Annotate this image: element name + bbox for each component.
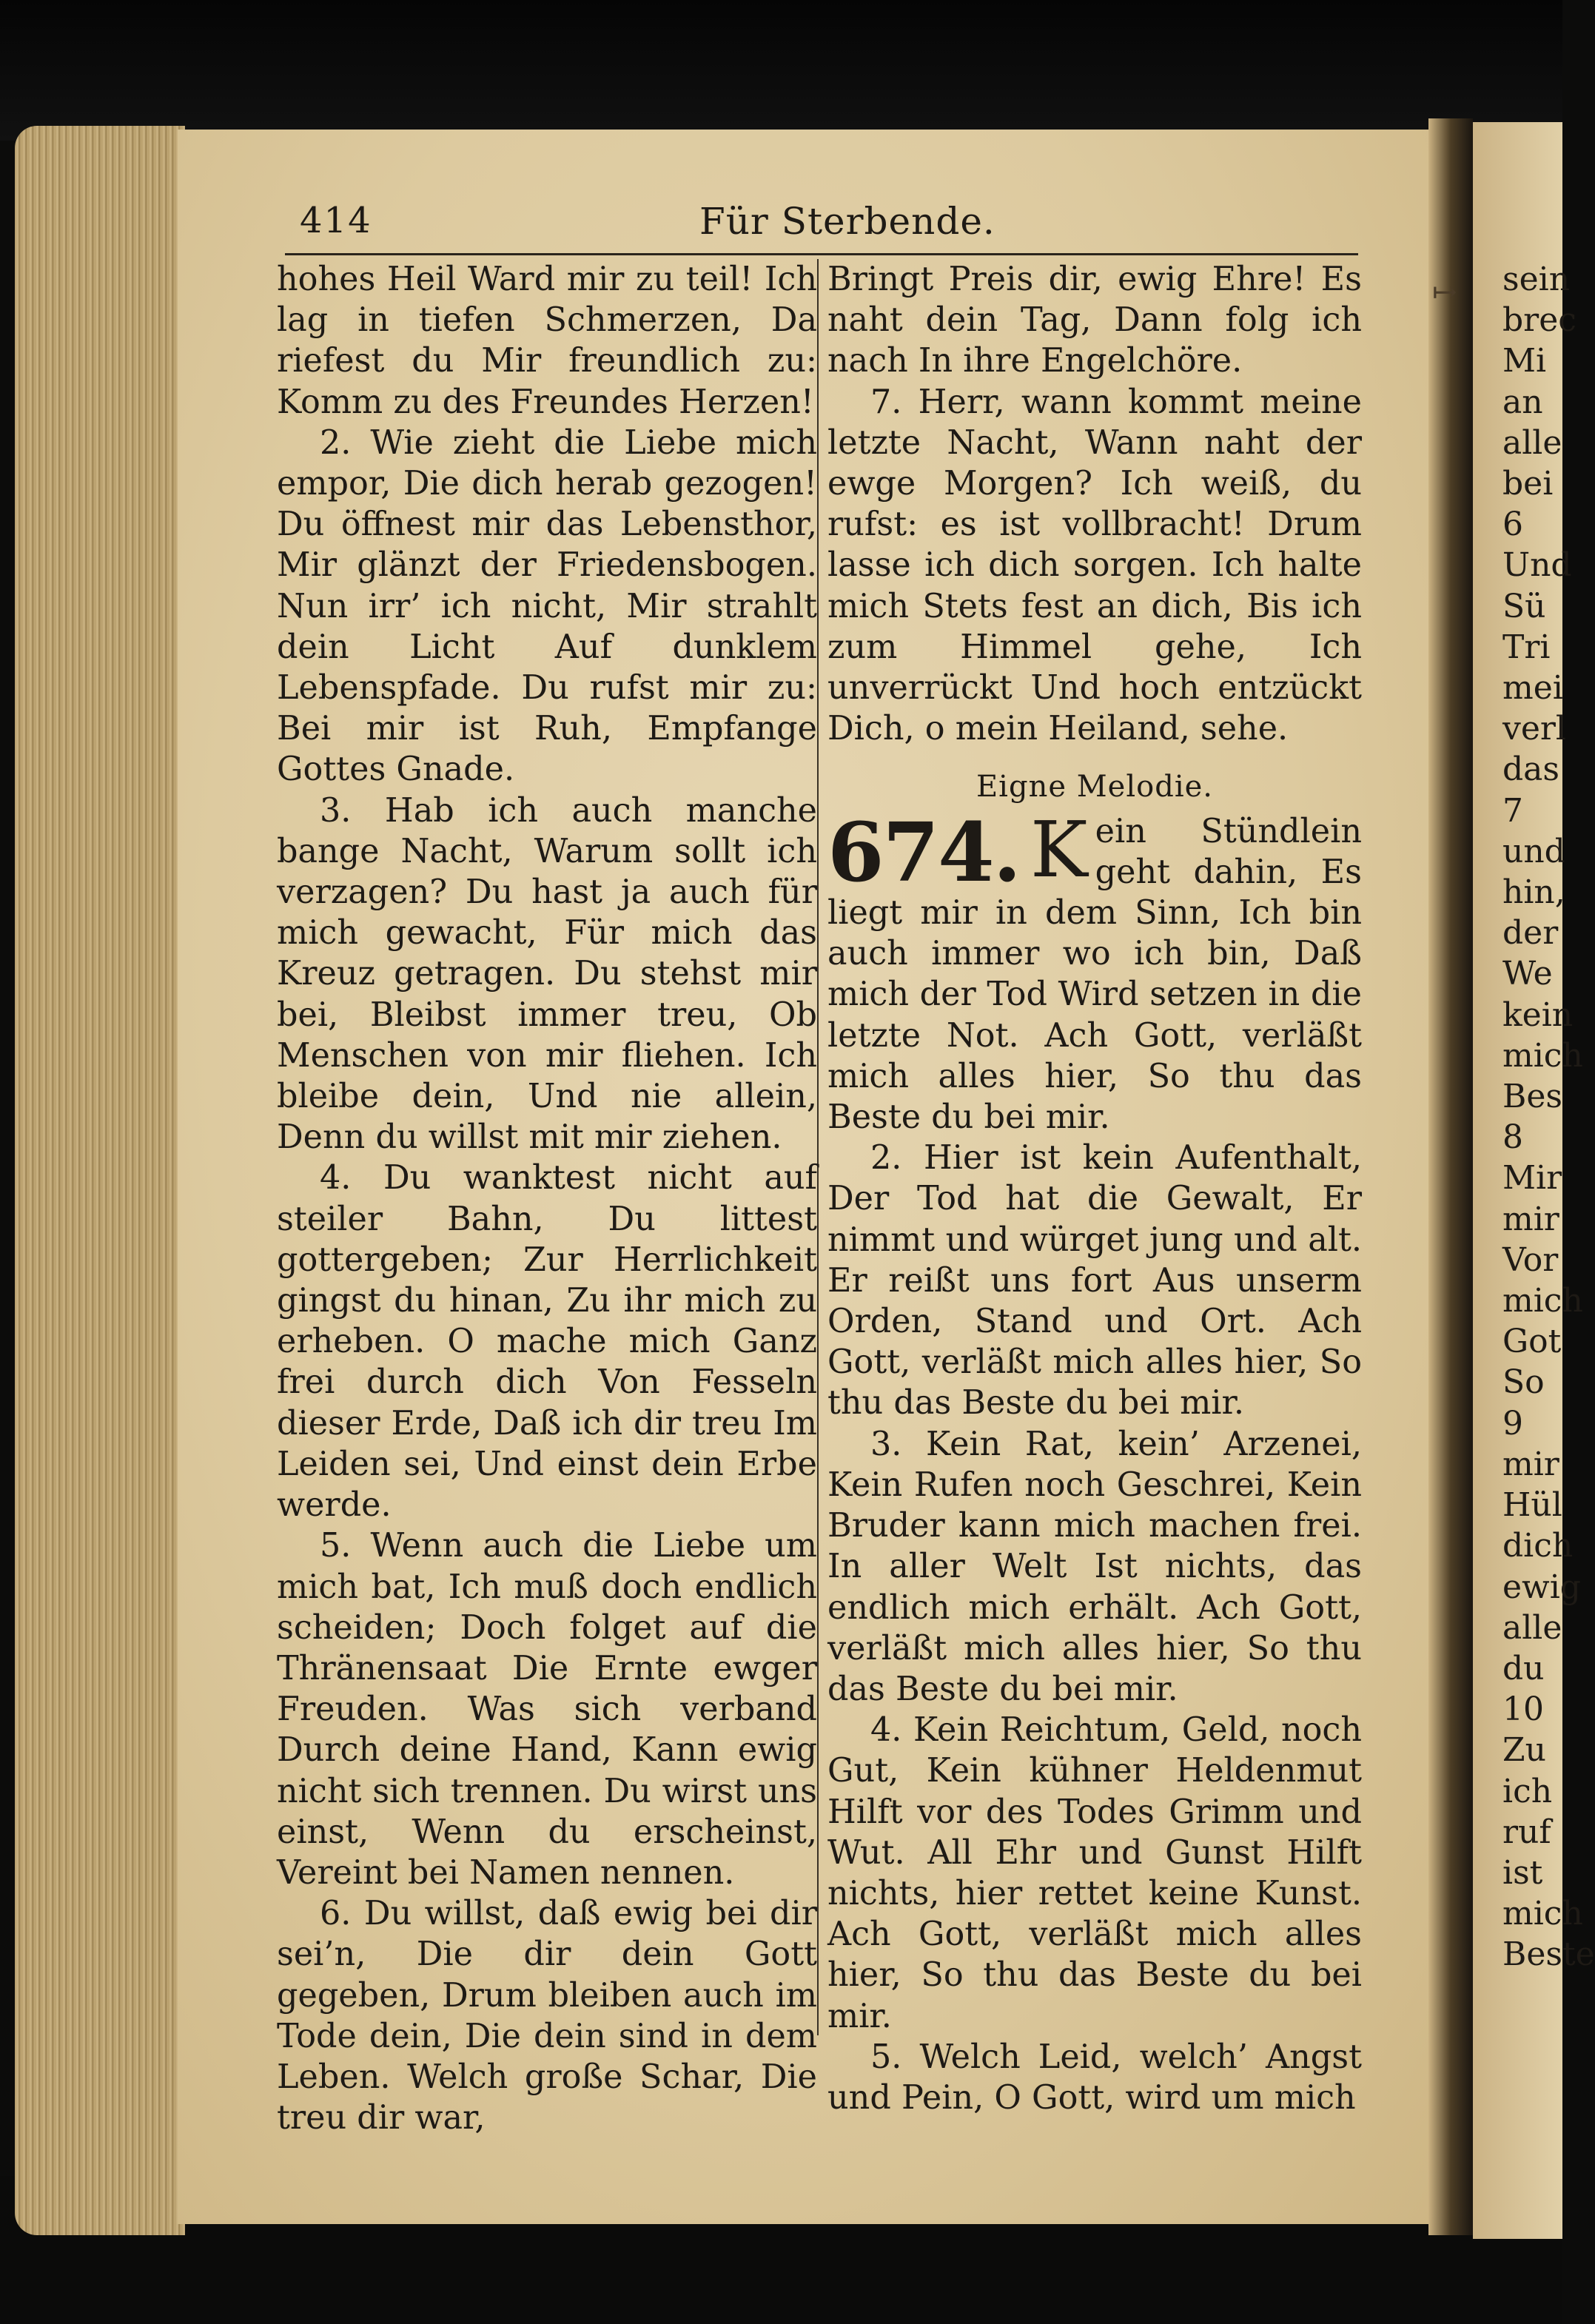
hymn-first-text: ein Stündlein geht dahin, Es liegt mir in dem Sinn, Ich bin auch immer wo ich bin, Daß mich der Tod Wird setzen in die letzte Not. Ach Gott, verläßt mich alles hier, So thu das Beste du bei mir. [827, 812, 1362, 1137]
edge-fragment: alle [1502, 423, 1562, 462]
right-column-bottom [827, 1138, 1362, 2118]
edge-fragment: mich [1502, 1895, 1583, 1933]
edge-fragment: ich [1502, 1772, 1553, 1810]
left-verse-1: hohes Heil Ward mir zu teil! Ich lag in tiefen Schmerzen, Da riefest du Mir freundlich zu: Komm zu des Freundes Herzen! [277, 261, 817, 421]
edge-fragment: Hül [1502, 1486, 1562, 1525]
edge-fragment: ist [1502, 1853, 1543, 1892]
page-header [285, 194, 1358, 255]
edge-fragment: an [1502, 383, 1543, 421]
left-verse-5: 5. Wenn auch die Liebe um mich bat, Ich muß doch endlich scheiden; Doch folget auf die Thränensaat Die Ernte ewger Freuden. Was sich verband Durch deine Hand, Kann ewig nicht sich trennen. Du wirst uns einst, Wenn du erscheinst, Vereint bei Namen nennen. [277, 1527, 817, 1892]
right-top-verse-2: 7. Herr, wann kommt meine letzte Nacht, Wann naht der ewge Morgen? Ich weiß, du rufst: es ist vollbracht! Drum lasse ich dich sorgen. Ich halte mich Stets fest an dich, Bis ich zum Himmel gehe, Ich unverrückt Und hoch entzückt Dich, o mein Heiland, sehe. [827, 383, 1362, 748]
edge-fragment: du [1502, 1649, 1545, 1687]
book-gutter [1428, 118, 1473, 2235]
edge-fragment: und [1502, 832, 1565, 870]
edge-fragment: So [1502, 1363, 1545, 1402]
edge-fragment: mei [1502, 669, 1563, 708]
column-divider [817, 259, 819, 2035]
left-column [277, 259, 817, 2138]
edge-fragment: Bes [1502, 1078, 1562, 1116]
edge-fragment: sein [1502, 261, 1571, 298]
edge-fragment: Und [1502, 546, 1572, 585]
edge-fragment: Zu [1502, 1731, 1546, 1770]
edge-fragment: mich [1502, 1036, 1583, 1075]
hymn-674-first-verse [827, 804, 1362, 1138]
edge-fragment: mir [1502, 1445, 1559, 1483]
edge-fragment: kein [1502, 995, 1574, 1034]
edge-fragment: ruf [1502, 1813, 1551, 1851]
right-column [827, 259, 1362, 2118]
right-bottom-verse-2: 3. Kein Rat, kein’ Arzenei, Kein Rufen noch Geschrei, Kein Bruder kann mich machen frei. In aller Welt Ist nichts, das endlich mich erhält. Ach Gott, verläßt mich alles hier, So thu das Beste du bei mir. [827, 1425, 1362, 1708]
edge-fragment: Mi [1502, 342, 1547, 380]
edge-fragment: 6 [1502, 506, 1523, 544]
edge-fragment: 8 [1502, 1118, 1523, 1157]
right-column-top [827, 259, 1362, 749]
edge-fragment: Got [1502, 1323, 1562, 1361]
melody-indication: Eigne Melodie. [976, 770, 1214, 805]
next-page-edge-text [1502, 259, 1595, 2109]
edge-fragment: mich [1502, 1282, 1583, 1320]
edge-fragment: 10 [1502, 1690, 1544, 1729]
right-top-verse-1: Bringt Preis dir, ewig Ehre! Es naht dein Tag, Dann folg ich nach In ihre Engelchöre. [827, 261, 1362, 380]
edge-fragment: brec [1502, 301, 1576, 340]
left-verse-4: 4. Du wanktest nicht auf steiler Bahn, Du littest gottergeben; Zur Herrlichkeit gingst du hinan, Zu ihr mich zu erheben. O mache mich Ganz frei durch dich Von Fesseln dieser Erde, Daß ich dir treu Im Leiden sei, Und einst dein Erbe werde. [277, 1159, 817, 1525]
left-verse-2: 2. Wie zieht die Liebe mich empor, Die dich herab gezogen! Du öffnest mir das Lebensthor, Mir glänzt der Friedensbogen. Nun irr’ ich nicht, Mir strahlt dein Licht Auf dunklem Lebenspfade. Du rufst mir zu: Bei mir ist Ruh, Empfange Gottes Gnade. [277, 423, 817, 789]
running-head: Für Sterbende. [699, 200, 995, 243]
right-bottom-verse-1: 2. Hier ist kein Aufenthalt, Der Tod hat die Gewalt, Er nimmt und würget jung und alt. Er reißt uns fort Aus unserm Orden, Stand und Ort. Ach Gott, verläßt mich alles hier, So thu das Beste du bei mir. [827, 1139, 1362, 1423]
left-verse-3: 3. Hab ich auch manche bange Nacht, Warum sollt ich verzagen? Du hast ja auch für mich gewacht, Für mich das Kreuz getragen. Du stehst mir bei, Bleibst immer treu, Ob Menschen von mir fliehen. Ich bleibe dein, Und nie allein, Denn du willst mit mir ziehen. [277, 791, 817, 1157]
book-cover-top [0, 0, 1562, 141]
edge-fragment: dich [1502, 1527, 1574, 1565]
hymn-number: 674. [827, 804, 1020, 900]
edge-fragment: We [1502, 955, 1553, 993]
edge-fragment: ewig [1502, 1568, 1581, 1606]
edge-fragment: verl [1502, 710, 1567, 748]
edge-fragment: alle [1502, 1608, 1562, 1647]
edge-fragment: das [1502, 750, 1559, 789]
edge-fragment: hin, [1502, 873, 1565, 912]
page-stack-edge [15, 126, 185, 2235]
edge-fragment: der [1502, 914, 1559, 953]
margin-arrow-icon: ↦ [1432, 275, 1457, 309]
edge-fragment: Beste [1502, 1935, 1595, 1974]
edge-fragment: Tri [1502, 628, 1551, 666]
left-verse-6: 6. Du willst, daß ewig bei dir sei’n, Die dir dein Gott gegeben, Drum bleiben auch im Tode dein, Die dein sind in dem Leben. Welch große Schar, Die treu dir war, [277, 1895, 817, 2137]
edge-fragment: 9 [1502, 1404, 1523, 1443]
edge-fragment: mir [1502, 1200, 1559, 1238]
edge-fragment: 7 [1502, 791, 1523, 830]
edge-fragment: bei [1502, 465, 1554, 503]
right-bottom-verse-3: 4. Kein Reichtum, Geld, noch Gut, Kein kühner Heldenmut Hilft vor des Todes Grimm und Wut. All Ehr und Gunst Hilft nichts, hier rettet keine Kunst. Ach Gott, verläßt mich alles hier, So thu das Beste du bei mir. [827, 1711, 1362, 2035]
page-number: 414 [300, 200, 372, 241]
edge-fragment: Mir [1502, 1159, 1562, 1198]
edge-fragment: Sü [1502, 587, 1546, 625]
edge-fragment: Vor [1502, 1240, 1559, 1279]
drop-cap: K [1030, 804, 1088, 895]
right-bottom-verse-4: 5. Welch Leid, welch’ Angst und Pein, O Gott, wird um mich [827, 2038, 1362, 2117]
